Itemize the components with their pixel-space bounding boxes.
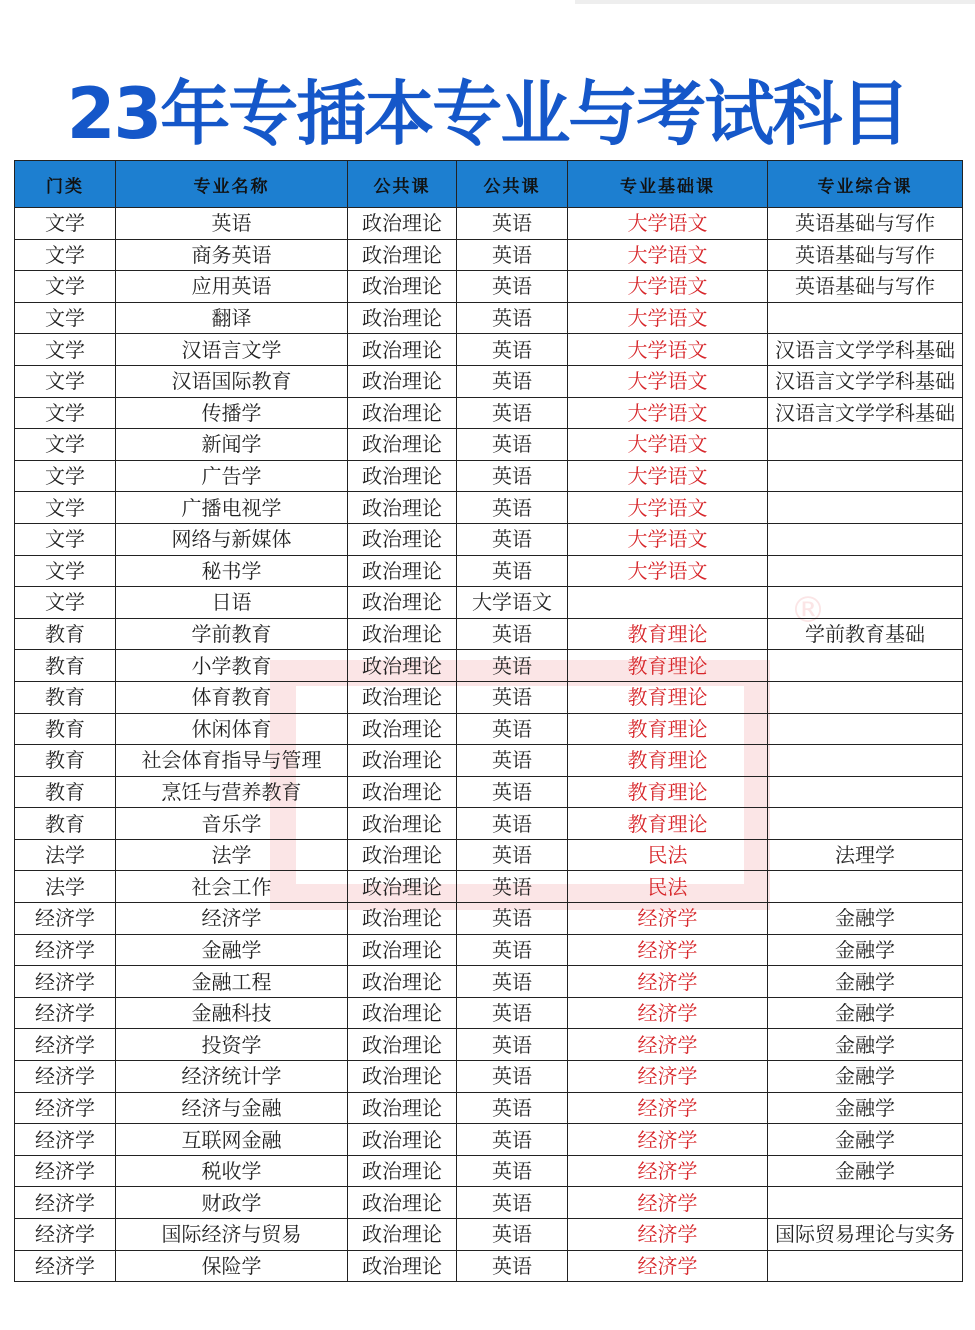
public-course-2-cell: 英语 <box>457 1092 568 1124</box>
major-cell: 互联网金融 <box>116 1124 348 1156</box>
public-course-2-cell: 英语 <box>457 776 568 808</box>
public-course-1-cell: 政治理论 <box>348 208 457 240</box>
major-cell: 秘书学 <box>116 555 348 587</box>
major-cell: 税收学 <box>116 1155 348 1187</box>
category-cell: 经济学 <box>15 997 116 1029</box>
public-course-1-cell: 政治理论 <box>348 334 457 366</box>
major-cell: 广告学 <box>116 460 348 492</box>
basic-course-cell: 经济学 <box>568 1219 768 1251</box>
basic-course-cell: 经济学 <box>568 1124 768 1156</box>
public-course-2-cell: 英语 <box>457 429 568 461</box>
public-course-2-cell: 英语 <box>457 1219 568 1251</box>
public-course-1-cell: 政治理论 <box>348 302 457 334</box>
category-cell: 文学 <box>15 302 116 334</box>
public-course-2-cell: 英语 <box>457 523 568 555</box>
public-course-2-cell: 英语 <box>457 745 568 777</box>
table-header-row <box>15 161 963 208</box>
public-course-1-cell: 政治理论 <box>348 1029 457 1061</box>
category-cell: 经济学 <box>15 1155 116 1187</box>
table-row <box>15 271 963 303</box>
public-course-2-cell: 英语 <box>457 618 568 650</box>
category-cell: 教育 <box>15 808 116 840</box>
public-course-1-cell: 政治理论 <box>348 997 457 1029</box>
public-course-2-cell: 英语 <box>457 966 568 998</box>
basic-course-cell: 大学语文 <box>568 555 768 587</box>
comprehensive-course-cell: 金融学 <box>768 966 963 998</box>
basic-course-cell: 大学语文 <box>568 239 768 271</box>
major-cell: 休闲体育 <box>116 713 348 745</box>
table-row <box>15 492 963 524</box>
basic-course-cell: 大学语文 <box>568 429 768 461</box>
table-row <box>15 745 963 777</box>
basic-course-cell: 大学语文 <box>568 334 768 366</box>
category-cell: 经济学 <box>15 1187 116 1219</box>
public-course-2-cell: 英语 <box>457 208 568 240</box>
public-course-2-cell: 英语 <box>457 1187 568 1219</box>
public-course-2-cell: 英语 <box>457 681 568 713</box>
public-course-2-cell: 英语 <box>457 934 568 966</box>
major-cell: 金融科技 <box>116 997 348 1029</box>
basic-course-cell: 教育理论 <box>568 776 768 808</box>
major-cell: 应用英语 <box>116 271 348 303</box>
basic-course-cell: 教育理论 <box>568 808 768 840</box>
basic-course-cell: 经济学 <box>568 997 768 1029</box>
major-cell: 日语 <box>116 587 348 619</box>
public-course-2-cell: 英语 <box>457 1155 568 1187</box>
comprehensive-course-cell <box>768 808 963 840</box>
table-row <box>15 302 963 334</box>
comprehensive-course-cell: 金融学 <box>768 1061 963 1093</box>
public-course-1-cell: 政治理论 <box>348 492 457 524</box>
category-cell: 法学 <box>15 839 116 871</box>
comprehensive-course-cell <box>768 745 963 777</box>
comprehensive-course-cell <box>768 587 963 619</box>
public-course-1-cell: 政治理论 <box>348 776 457 808</box>
table-row <box>15 808 963 840</box>
comprehensive-course-cell <box>768 871 963 903</box>
comprehensive-course-cell: 金融学 <box>768 997 963 1029</box>
basic-course-cell: 大学语文 <box>568 208 768 240</box>
public-course-2-cell: 英语 <box>457 903 568 935</box>
category-cell: 教育 <box>15 650 116 682</box>
basic-course-cell: 经济学 <box>568 934 768 966</box>
public-course-2-cell: 英语 <box>457 808 568 840</box>
major-cell: 保险学 <box>116 1250 348 1282</box>
header-major: 专业名称 <box>116 161 348 208</box>
top-strip <box>0 0 975 70</box>
major-cell: 金融工程 <box>116 966 348 998</box>
public-course-1-cell: 政治理论 <box>348 1061 457 1093</box>
public-course-1-cell: 政治理论 <box>348 1092 457 1124</box>
public-course-1-cell: 政治理论 <box>348 1155 457 1187</box>
header-basic-course: 专业基础课 <box>568 161 768 208</box>
public-course-1-cell: 政治理论 <box>348 618 457 650</box>
table-row <box>15 713 963 745</box>
comprehensive-course-cell <box>768 523 963 555</box>
public-course-1-cell: 政治理论 <box>348 523 457 555</box>
public-course-2-cell: 英语 <box>457 839 568 871</box>
category-cell: 经济学 <box>15 1092 116 1124</box>
major-cell: 社会体育指导与管理 <box>116 745 348 777</box>
public-course-1-cell: 政治理论 <box>348 903 457 935</box>
major-cell: 金融学 <box>116 934 348 966</box>
public-course-1-cell: 政治理论 <box>348 871 457 903</box>
table-body <box>15 208 963 1282</box>
major-cell: 小学教育 <box>116 650 348 682</box>
basic-course-cell: 经济学 <box>568 1092 768 1124</box>
table-row <box>15 1219 963 1251</box>
table-row <box>15 1061 963 1093</box>
category-cell: 经济学 <box>15 966 116 998</box>
table-row <box>15 681 963 713</box>
comprehensive-course-cell: 法理学 <box>768 839 963 871</box>
public-course-2-cell: 英语 <box>457 460 568 492</box>
comprehensive-course-cell: 金融学 <box>768 934 963 966</box>
basic-course-cell: 经济学 <box>568 1250 768 1282</box>
basic-course-cell: 民法 <box>568 871 768 903</box>
category-cell: 文学 <box>15 365 116 397</box>
basic-course-cell: 经济学 <box>568 1187 768 1219</box>
public-course-2-cell: 英语 <box>457 302 568 334</box>
public-course-2-cell: 英语 <box>457 334 568 366</box>
public-course-1-cell: 政治理论 <box>348 239 457 271</box>
basic-course-cell: 大学语文 <box>568 492 768 524</box>
table-row <box>15 397 963 429</box>
comprehensive-course-cell <box>768 429 963 461</box>
category-cell: 文学 <box>15 334 116 366</box>
table-row <box>15 618 963 650</box>
top-divider <box>575 0 975 4</box>
table-row <box>15 1029 963 1061</box>
category-cell: 法学 <box>15 871 116 903</box>
public-course-2-cell: 英语 <box>457 239 568 271</box>
table-row <box>15 239 963 271</box>
major-cell: 国际经济与贸易 <box>116 1219 348 1251</box>
category-cell: 教育 <box>15 745 116 777</box>
category-cell: 经济学 <box>15 1029 116 1061</box>
category-cell: 文学 <box>15 429 116 461</box>
comprehensive-course-cell <box>768 460 963 492</box>
public-course-2-cell: 英语 <box>457 871 568 903</box>
public-course-1-cell: 政治理论 <box>348 650 457 682</box>
public-course-2-cell: 英语 <box>457 1124 568 1156</box>
basic-course-cell: 经济学 <box>568 1029 768 1061</box>
public-course-1-cell: 政治理论 <box>348 1124 457 1156</box>
comprehensive-course-cell: 英语基础与写作 <box>768 208 963 240</box>
public-course-1-cell: 政治理论 <box>348 1219 457 1251</box>
public-course-1-cell: 政治理论 <box>348 587 457 619</box>
basic-course-cell: 民法 <box>568 839 768 871</box>
basic-course-cell: 教育理论 <box>568 745 768 777</box>
registered-mark-icon: ® <box>790 590 826 631</box>
public-course-2-cell: 英语 <box>457 713 568 745</box>
table-row <box>15 1155 963 1187</box>
basic-course-cell: 大学语文 <box>568 523 768 555</box>
basic-course-cell: 经济学 <box>568 1061 768 1093</box>
public-course-2-cell: 英语 <box>457 650 568 682</box>
public-course-1-cell: 政治理论 <box>348 839 457 871</box>
major-cell: 汉语国际教育 <box>116 365 348 397</box>
major-cell: 广播电视学 <box>116 492 348 524</box>
public-course-1-cell: 政治理论 <box>348 966 457 998</box>
public-course-2-cell: 英语 <box>457 271 568 303</box>
major-cell: 经济统计学 <box>116 1061 348 1093</box>
category-cell: 文学 <box>15 492 116 524</box>
category-cell: 文学 <box>15 523 116 555</box>
public-course-2-cell: 英语 <box>457 997 568 1029</box>
basic-course-cell <box>568 587 768 619</box>
category-cell: 经济学 <box>15 1219 116 1251</box>
public-course-2-cell: 英语 <box>457 1250 568 1282</box>
table-row <box>15 208 963 240</box>
major-cell: 新闻学 <box>116 429 348 461</box>
category-cell: 教育 <box>15 776 116 808</box>
table-row <box>15 429 963 461</box>
table-row <box>15 1092 963 1124</box>
table-row <box>15 365 963 397</box>
table-row <box>15 934 963 966</box>
table-row <box>15 555 963 587</box>
major-cell: 体育教育 <box>116 681 348 713</box>
category-cell: 文学 <box>15 397 116 429</box>
basic-course-cell: 教育理论 <box>568 650 768 682</box>
major-cell: 经济与金融 <box>116 1092 348 1124</box>
public-course-2-cell: 英语 <box>457 1029 568 1061</box>
table-row <box>15 997 963 1029</box>
major-cell: 汉语言文学 <box>116 334 348 366</box>
table-row <box>15 903 963 935</box>
comprehensive-course-cell <box>768 555 963 587</box>
public-course-1-cell: 政治理论 <box>348 460 457 492</box>
major-cell: 商务英语 <box>116 239 348 271</box>
comprehensive-course-cell <box>768 681 963 713</box>
basic-course-cell: 大学语文 <box>568 271 768 303</box>
basic-course-cell: 大学语文 <box>568 397 768 429</box>
table-row <box>15 1187 963 1219</box>
comprehensive-course-cell: 英语基础与写作 <box>768 271 963 303</box>
comprehensive-course-cell <box>768 713 963 745</box>
comprehensive-course-cell <box>768 1250 963 1282</box>
comprehensive-course-cell: 学前教育基础 <box>768 618 963 650</box>
category-cell: 经济学 <box>15 903 116 935</box>
header-category: 门类 <box>15 161 116 208</box>
public-course-1-cell: 政治理论 <box>348 681 457 713</box>
category-cell: 文学 <box>15 460 116 492</box>
comprehensive-course-cell: 金融学 <box>768 1124 963 1156</box>
major-cell: 投资学 <box>116 1029 348 1061</box>
basic-course-cell: 教育理论 <box>568 713 768 745</box>
table-row <box>15 650 963 682</box>
table-row <box>15 1124 963 1156</box>
category-cell: 文学 <box>15 239 116 271</box>
public-course-2-cell: 大学语文 <box>457 587 568 619</box>
comprehensive-course-cell: 汉语言文学学科基础 <box>768 365 963 397</box>
public-course-2-cell: 英语 <box>457 1061 568 1093</box>
major-cell: 传播学 <box>116 397 348 429</box>
major-cell: 音乐学 <box>116 808 348 840</box>
category-cell: 教育 <box>15 618 116 650</box>
table-row <box>15 839 963 871</box>
major-cell: 翻译 <box>116 302 348 334</box>
category-cell: 教育 <box>15 713 116 745</box>
comprehensive-course-cell: 金融学 <box>768 1029 963 1061</box>
basic-course-cell: 大学语文 <box>568 302 768 334</box>
comprehensive-course-cell <box>768 302 963 334</box>
public-course-1-cell: 政治理论 <box>348 397 457 429</box>
basic-course-cell: 经济学 <box>568 1155 768 1187</box>
comprehensive-course-cell: 金融学 <box>768 903 963 935</box>
table-row <box>15 776 963 808</box>
comprehensive-course-cell <box>768 1187 963 1219</box>
comprehensive-course-cell <box>768 776 963 808</box>
public-course-1-cell: 政治理论 <box>348 555 457 587</box>
major-cell: 社会工作 <box>116 871 348 903</box>
category-cell: 经济学 <box>15 1250 116 1282</box>
public-course-1-cell: 政治理论 <box>348 713 457 745</box>
basic-course-cell: 大学语文 <box>568 365 768 397</box>
public-course-1-cell: 政治理论 <box>348 808 457 840</box>
table-row <box>15 334 963 366</box>
comprehensive-course-cell: 汉语言文学学科基础 <box>768 334 963 366</box>
comprehensive-course-cell <box>768 492 963 524</box>
category-cell: 经济学 <box>15 934 116 966</box>
public-course-1-cell: 政治理论 <box>348 1250 457 1282</box>
public-course-2-cell: 英语 <box>457 492 568 524</box>
basic-course-cell: 经济学 <box>568 966 768 998</box>
table-row <box>15 523 963 555</box>
category-cell: 文学 <box>15 271 116 303</box>
header-comprehensive-course: 专业综合课 <box>768 161 963 208</box>
basic-course-cell: 教育理论 <box>568 618 768 650</box>
major-cell: 经济学 <box>116 903 348 935</box>
public-course-1-cell: 政治理论 <box>348 365 457 397</box>
public-course-1-cell: 政治理论 <box>348 271 457 303</box>
table-row <box>15 460 963 492</box>
category-cell: 文学 <box>15 555 116 587</box>
public-course-2-cell: 英语 <box>457 365 568 397</box>
major-cell: 网络与新媒体 <box>116 523 348 555</box>
major-cell: 英语 <box>116 208 348 240</box>
table-row <box>15 1250 963 1282</box>
comprehensive-course-cell <box>768 650 963 682</box>
header-public-course-1: 公共课 <box>348 161 457 208</box>
table-row <box>15 871 963 903</box>
table-row <box>15 587 963 619</box>
public-course-1-cell: 政治理论 <box>348 745 457 777</box>
public-course-2-cell: 英语 <box>457 397 568 429</box>
comprehensive-course-cell: 国际贸易理论与实务 <box>768 1219 963 1251</box>
basic-course-cell: 大学语文 <box>568 460 768 492</box>
major-cell: 烹饪与营养教育 <box>116 776 348 808</box>
category-cell: 文学 <box>15 208 116 240</box>
category-cell: 经济学 <box>15 1124 116 1156</box>
basic-course-cell: 经济学 <box>568 903 768 935</box>
major-cell: 法学 <box>116 839 348 871</box>
header-public-course-2: 公共课 <box>457 161 568 208</box>
category-cell: 教育 <box>15 681 116 713</box>
comprehensive-course-cell: 英语基础与写作 <box>768 239 963 271</box>
page-title: 23年专插本专业与考试科目 <box>66 73 909 155</box>
public-course-1-cell: 政治理论 <box>348 1187 457 1219</box>
public-course-1-cell: 政治理论 <box>348 429 457 461</box>
major-cell: 财政学 <box>116 1187 348 1219</box>
table-row <box>15 966 963 998</box>
subjects-table <box>14 160 963 1282</box>
comprehensive-course-cell: 金融学 <box>768 1092 963 1124</box>
comprehensive-course-cell: 汉语言文学学科基础 <box>768 397 963 429</box>
comprehensive-course-cell: 金融学 <box>768 1155 963 1187</box>
basic-course-cell: 教育理论 <box>568 681 768 713</box>
public-course-2-cell: 英语 <box>457 555 568 587</box>
public-course-1-cell: 政治理论 <box>348 934 457 966</box>
category-cell: 文学 <box>15 587 116 619</box>
category-cell: 经济学 <box>15 1061 116 1093</box>
major-cell: 学前教育 <box>116 618 348 650</box>
